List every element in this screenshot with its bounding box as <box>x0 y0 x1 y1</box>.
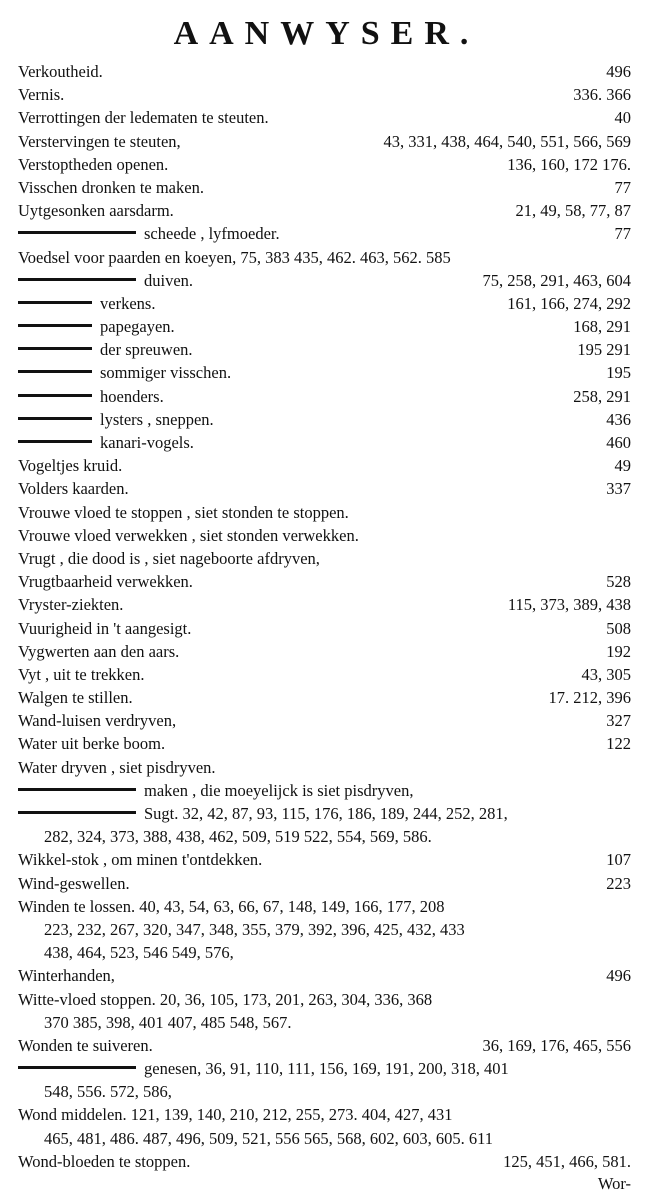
entry-pages: 195 291 <box>577 340 631 360</box>
entry-term <box>18 617 191 640</box>
entry-term <box>18 477 129 500</box>
index-entry <box>18 315 631 338</box>
entry-term <box>18 385 164 408</box>
index-entry <box>18 501 631 524</box>
entry-term <box>18 83 64 106</box>
entry-pages: 161, 166, 274, 292 <box>507 293 631 313</box>
index-entry <box>18 709 631 732</box>
entry-term <box>18 222 280 245</box>
index-entry <box>18 176 631 199</box>
entry-term-text: Vyt , uit te trekken. <box>18 664 145 684</box>
entry-term <box>18 454 122 477</box>
entry-term <box>18 663 144 686</box>
entry-term <box>18 988 432 1011</box>
entry-pages: 223 <box>606 873 631 893</box>
entry-pages: 43, 331, 438, 464, 540, 551, 566, 569 <box>383 131 631 151</box>
index-entry <box>18 246 631 269</box>
entry-pages: 508 <box>606 618 631 638</box>
entry-term-text: Winterhanden, <box>18 966 115 986</box>
entry-term-text: kanari-vogels. <box>100 433 194 452</box>
index-entry <box>18 895 631 918</box>
entry-pages: 195 <box>606 363 631 383</box>
catchword: Wor- <box>597 1174 631 1193</box>
entry-pages: 258, 291 <box>573 386 631 406</box>
entry-pages: 496 <box>606 62 631 81</box>
entry-term-text: Wand-luisen verdryven, <box>18 711 177 731</box>
entry-term-text: Witte-vloed stoppen. 20, 36, 105, 173, 201, 263, 304, 336, 368 <box>18 989 433 1009</box>
entry-pages: 77 <box>614 224 631 244</box>
entry-term <box>18 292 155 315</box>
index-entry <box>18 640 631 663</box>
repeat-dash <box>18 278 136 281</box>
repeat-dash <box>18 788 136 791</box>
entry-term <box>18 1103 453 1126</box>
entry-term <box>18 1150 190 1173</box>
index-entry <box>18 1150 631 1173</box>
index-entry <box>18 83 631 106</box>
entry-pages: 40 <box>614 108 631 128</box>
index-entry <box>18 570 631 593</box>
entry-term <box>18 361 231 384</box>
entry-pages: 49 <box>614 456 631 476</box>
entry-term-text: Vuurigheid in 't aangesigt. <box>18 618 192 638</box>
entry-term-text: sommiger visschen. <box>100 363 232 383</box>
entry-term-text: Wonden te suiveren. <box>18 1035 153 1055</box>
index-entry <box>18 593 631 616</box>
entry-term-text: Vrouwe vloed te stoppen , siet stonden te stoppen. <box>18 502 349 522</box>
entry-term-text: maken , die moeyelijck is siet pisdryven, <box>144 780 414 800</box>
index-continuation-line: 370 385, 398, 401 407, 485 548, 567. <box>44 1012 292 1032</box>
entry-term-text: Vernis. <box>18 85 65 105</box>
entry-term <box>18 593 123 616</box>
entry-term <box>18 848 262 871</box>
entry-pages: 136, 160, 172 176. <box>507 154 631 174</box>
entry-term <box>18 431 194 454</box>
entry-term <box>18 1057 509 1080</box>
entry-term <box>18 895 444 918</box>
entry-pages: 336. 366 <box>573 85 631 105</box>
entry-term <box>18 130 181 153</box>
entry-term-text: Vogeltjes kruid. <box>18 456 123 476</box>
repeat-dash <box>18 231 136 234</box>
entry-pages: 77 <box>614 177 631 197</box>
entry-term <box>18 106 269 129</box>
index-entry <box>18 292 631 315</box>
entry-term-text: Winden te lossen. 40, 43, 54, 63, 66, 67, 148, 149, 166, 177, 208 <box>18 896 445 916</box>
entry-term-text: Visschen dronken te maken. <box>18 177 204 197</box>
index-entry <box>18 199 631 222</box>
entry-term-text: genesen, 36, 91, 110, 111, 156, 169, 191, 200, 318, 401 <box>144 1059 509 1079</box>
entry-pages: 168, 291 <box>573 317 631 337</box>
entry-pages: 528 <box>606 572 631 592</box>
entry-term-text: Verkoutheid. <box>18 62 103 81</box>
repeat-dash <box>18 394 92 397</box>
entry-term-text: Vryster-ziekten. <box>18 595 124 615</box>
index-entry <box>18 1057 631 1080</box>
entry-pages: 107 <box>606 850 631 870</box>
entry-term <box>18 686 133 709</box>
entry-term-text: duiven. <box>144 270 194 290</box>
index-entry <box>18 385 631 408</box>
entry-term-text: Wind-geswellen. <box>18 873 130 893</box>
repeat-dash <box>18 324 92 327</box>
entry-term-text: Verstervingen te steuten, <box>18 131 181 151</box>
entry-term-text: Voedsel voor paarden en koeyen, 75, 383 435, 462. 463, 562. 585 <box>18 247 451 267</box>
repeat-dash <box>18 440 92 443</box>
index-continuation-line: 223, 232, 267, 320, 347, 348, 355, 379, 392, 396, 425, 432, 433 <box>44 919 465 939</box>
index-entry <box>18 130 631 153</box>
entry-term <box>18 176 204 199</box>
entry-term <box>18 246 451 269</box>
entry-pages: 36, 169, 176, 465, 556 <box>482 1035 631 1055</box>
index-entry <box>18 454 631 477</box>
entry-term-text: Vrouwe vloed verwekken , siet stonden verwekken. <box>18 525 359 545</box>
repeat-dash <box>18 1066 136 1069</box>
entry-term <box>18 802 508 825</box>
repeat-dash <box>18 347 92 350</box>
index-entry <box>18 153 631 176</box>
repeat-dash <box>18 301 92 304</box>
index-entry <box>18 106 631 129</box>
entry-pages: 337 <box>606 479 631 499</box>
entry-term-text: Water dryven , siet pisdryven. <box>18 757 216 777</box>
entry-pages: 192 <box>606 641 631 661</box>
entry-term-text: Vrugtbaarheid verwekken. <box>18 572 193 592</box>
index-entry <box>18 732 631 755</box>
entry-term <box>18 779 413 802</box>
index-entry <box>18 431 631 454</box>
index-entry <box>18 802 631 825</box>
entry-term <box>18 570 193 593</box>
entry-pages: 460 <box>606 433 631 452</box>
index-entry <box>18 1103 631 1126</box>
repeat-dash <box>18 811 136 814</box>
entry-pages: 125, 451, 466, 581. <box>503 1151 631 1171</box>
index-entry <box>18 524 631 547</box>
entry-term <box>18 408 214 431</box>
index-entry <box>18 477 631 500</box>
index-entry <box>18 269 631 292</box>
index-entry <box>18 361 631 384</box>
entry-term <box>18 732 165 755</box>
index-entries <box>18 60 631 1173</box>
entry-term <box>18 153 168 176</box>
entry-term-text: Verstoptheden openen. <box>18 154 169 174</box>
entry-term-text: Water uit berke boom. <box>18 734 166 754</box>
entry-term-text: Volders kaarden. <box>18 479 129 499</box>
entry-pages: 122 <box>606 734 631 754</box>
index-entry <box>18 1034 631 1057</box>
entry-term <box>18 269 193 292</box>
entry-term <box>18 964 115 987</box>
entry-term-text: Verrottingen der ledematen te steuten. <box>18 108 269 128</box>
entry-term <box>18 872 130 895</box>
entry-term-text: Wond-bloeden te stoppen. <box>18 1151 191 1171</box>
entry-pages: 115, 373, 389, 438 <box>507 595 631 615</box>
index-entry <box>18 60 631 83</box>
entry-term <box>18 756 216 779</box>
index-continuation-line: 438, 464, 523, 546 549, 576, <box>44 943 234 963</box>
entry-pages: 17. 212, 396 <box>548 688 631 708</box>
index-entry <box>18 779 631 802</box>
index-entry <box>18 872 631 895</box>
index-entry <box>18 988 631 1011</box>
entry-term <box>18 640 179 663</box>
page-title: AANWYSER. <box>173 15 480 52</box>
index-entry <box>18 964 631 987</box>
index-entry <box>18 408 631 431</box>
index-continuation-line: 548, 556. 572, 586, <box>44 1082 172 1102</box>
entry-term <box>18 315 175 338</box>
entry-term-text: Wond middelen. 121, 139, 140, 210, 212, 255, 273. 404, 427, 431 <box>18 1105 453 1125</box>
entry-term-text: Wikkel-stok , om minen t'ontdekken. <box>18 850 263 870</box>
entry-pages: 43, 305 <box>581 664 631 684</box>
entry-term-text: lysters , sneppen. <box>100 409 214 429</box>
entry-term-text: Vygwerten aan den aars. <box>18 641 180 661</box>
entry-term-text: scheede , lyfmoeder. <box>144 224 280 244</box>
entry-term <box>18 338 193 361</box>
entry-term-text: Sugt. 32, 42, 87, 93, 115, 176, 186, 189, 244, 252, 281, <box>144 804 508 823</box>
index-entry <box>18 222 631 245</box>
entry-pages: 436 <box>606 409 631 429</box>
entry-pages: 327 <box>606 711 631 731</box>
entry-term-text: verkens. <box>100 293 156 313</box>
index-entry <box>18 756 631 779</box>
entry-pages: 75, 258, 291, 463, 604 <box>482 270 631 290</box>
entry-term-text: Vrugt , die dood is , siet nageboorte afdryven, <box>18 548 320 568</box>
repeat-dash <box>18 370 92 373</box>
repeat-dash <box>18 417 92 420</box>
index-entry <box>18 686 631 709</box>
index-entry <box>18 663 631 686</box>
entry-term-text: papegayen. <box>100 317 175 337</box>
entry-term <box>18 1034 153 1057</box>
entry-term-text: Uytgesonken aarsdarm. <box>18 201 174 221</box>
entry-term-text: Walgen te stillen. <box>18 688 133 708</box>
entry-pages: 21, 49, 58, 77, 87 <box>515 201 631 221</box>
entry-pages: 496 <box>606 966 631 986</box>
entry-term <box>18 547 320 570</box>
entry-term <box>18 501 349 524</box>
entry-term <box>18 709 176 732</box>
entry-term <box>18 524 359 547</box>
index-continuation-line: 465, 481, 486. 487, 496, 509, 521, 556 565, 568, 602, 603, 605. 611 <box>44 1128 494 1148</box>
index-entry <box>18 617 631 640</box>
index-continuation-line: 282, 324, 373, 388, 438, 462, 509, 519 522, 554, 569, 586. <box>44 827 432 847</box>
entry-term-text: der spreuwen. <box>100 340 193 360</box>
index-entry <box>18 338 631 361</box>
index-entry <box>18 848 631 871</box>
entry-term <box>18 199 174 222</box>
entry-term-text: hoenders. <box>100 386 164 406</box>
index-entry <box>18 547 631 570</box>
entry-term <box>18 60 103 83</box>
